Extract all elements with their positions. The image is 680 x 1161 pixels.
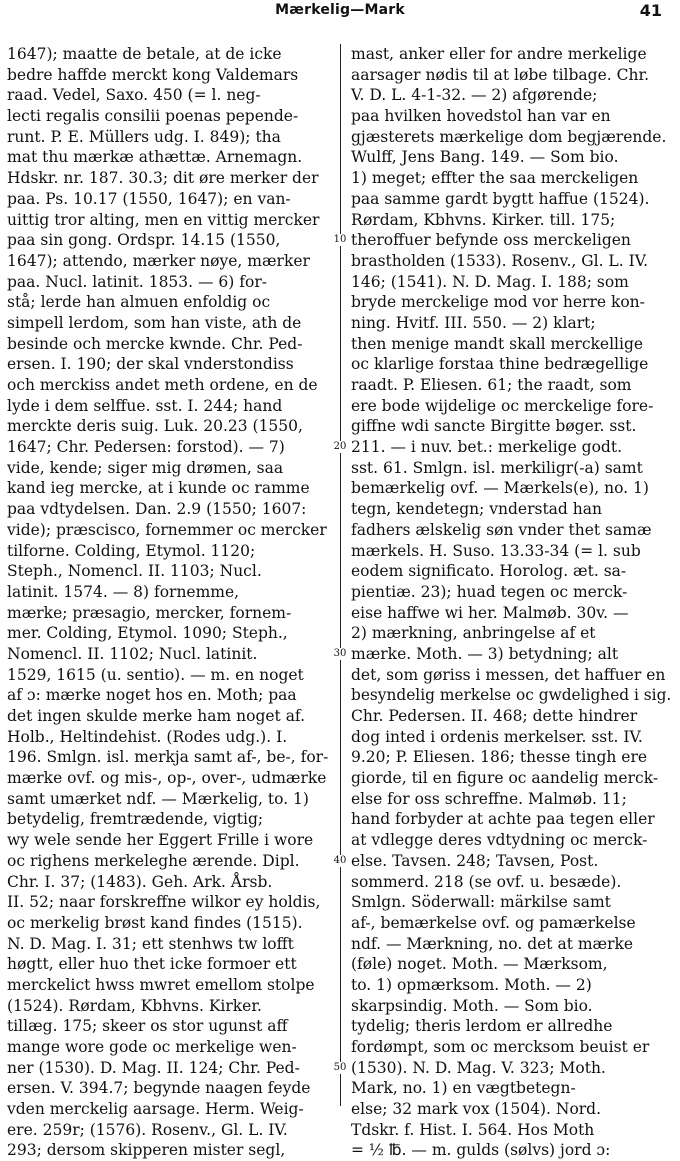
text-line: ere. 259r; (1576). Rosenv., Gl. L. IV. <box>7 1120 288 1139</box>
line-number-marker: 20 <box>331 441 349 453</box>
text-line: fadhers ælskelig søn vnder thet samæ <box>351 520 652 539</box>
text-line: (1524). Rørdam, Kbhvns. Kirker. <box>7 996 262 1015</box>
text-line: 146; (1541). N. D. Mag. I. 188; som <box>351 272 629 291</box>
text-line: 2) mærkning, anbringelse af et <box>351 624 596 643</box>
line-number-marker: 30 <box>331 648 349 660</box>
text-line: N. D. Mag. I. 31; ett stenhws tw lofft <box>7 934 294 953</box>
text-line: och merckiss andet meth ordene, en de <box>7 376 318 394</box>
text-line: tilforne. Colding, Etymol. 1120; <box>7 541 256 560</box>
text-line: Mark, no. 1) en vægtbetegn- <box>351 1079 576 1098</box>
text-line: Chr. I. 37; (1483). Geh. Ark. Årsb. <box>7 872 273 891</box>
text-line: Steph., Nomencl. II. 1103; Nucl. <box>7 562 262 581</box>
text-line: tillæg. 175; skeer os stor ugunst aff <box>7 1017 288 1036</box>
text-line: 196. Smlgn. isl. merkja samt af-, be-, for- <box>7 748 329 767</box>
text-line: 1647); attendo, mærker nøye, mærker <box>7 251 310 270</box>
text-line: II. 52; naar forskreffne wilkor ey holdis, <box>7 893 321 912</box>
text-line: Chr. Pedersen. II. 468; dette hindrer <box>351 707 638 725</box>
text-line: uittig tror alting, men en vittig mercker <box>7 210 320 229</box>
page-number: 41 <box>639 1 662 20</box>
text-line: fordømpt, som oc mercksom beuist er <box>351 1038 650 1056</box>
text-line: paa. Nucl. latinit. 1853. — 6) for- <box>7 272 267 291</box>
text-line: dog inted i ordenis merkelser. sst. IV. <box>351 727 643 746</box>
text-line: mærke ovf. og mis-, op-, over-, udmærke <box>7 769 327 788</box>
text-line: then menige mandt skall merckellige <box>351 334 644 353</box>
running-title: Mærkelig—Mark <box>275 2 405 18</box>
text-line: = ½ ℔. — m. gulds (sølvs) jord ɔ: <box>351 1141 611 1160</box>
text-line: sommerd. 218 (se ovf. u. besæde). <box>351 872 622 891</box>
text-line: 9.20; P. Eliesen. 186; thesse tingh ere <box>351 748 648 767</box>
text-line: det ingen skulde merke ham noget af. <box>7 707 306 725</box>
text-line: tydelig; theris lerdom er allredhe <box>351 1017 613 1036</box>
text-line: 1) meget; effter the saa merckeligen <box>351 169 639 188</box>
text-line: Tdskr. f. Hist. I. 564. Hos Moth <box>351 1120 595 1139</box>
text-line: mat thu mærkæ athættæ. Arnemagn. <box>7 148 303 167</box>
text-line: Wulff, Jens Bang. 149. — Som bio. <box>351 148 619 167</box>
text-line: latinit. 1574. — 8) fornemme, <box>7 582 240 601</box>
text-line: (1530). N. D. Mag. V. 323; Moth. <box>351 1058 606 1077</box>
text-line: wy wele sende her Eggert Frille i wore <box>7 831 314 850</box>
text-line: af-, bemærkelse ovf. og pamærkelse <box>351 913 636 932</box>
right-column <box>351 44 672 1160</box>
text-line: gjæsterets mærkelige dom begjærende. <box>351 127 667 146</box>
text-line: bemærkelig ovf. — Mærkels(e), no. 1) <box>351 479 649 498</box>
text-line: stå; lerde han almuen enfoldig oc <box>7 293 271 312</box>
text-line: runt. P. E. Müllers udg. I. 849); tha <box>7 127 281 146</box>
line-number-marker: 10 <box>331 234 349 246</box>
text-line: merckelict hwss mwret emellom stolpe <box>7 975 315 994</box>
text-line: tegn, kendetegn; vnderstad han <box>351 500 602 519</box>
text-line: Rørdam, Kbhvns. Kirker. till. 175; <box>351 210 616 229</box>
text-line: ere bode wijdelige oc merckelige fore- <box>351 396 654 415</box>
text-line: 1529, 1615 (u. sentio). — m. en noget <box>7 665 304 684</box>
text-line: Holb., Heltindehist. (Rodes udg.). I. <box>7 727 288 746</box>
text-line: mærke; præsagio, mercker, fornem- <box>7 603 292 622</box>
text-line: paa samme gardt bygtt haffue (1524). <box>351 189 650 208</box>
text-line: oc merkelig brøst kand findes (1515). <box>7 913 303 932</box>
text-line: mer. Colding, Etymol. 1090; Steph., <box>7 624 288 643</box>
text-line: 1647); maatte de betale, at de icke <box>7 45 282 63</box>
text-line: bedre haffde merckt kong Valdemars <box>7 65 299 84</box>
text-line: giffne wdi sancte Birgitte bøger. sst. <box>351 417 637 436</box>
text-line: hand forbyder at achte paa tegen eller <box>351 810 655 829</box>
left-column <box>7 44 334 1160</box>
text-line: lecti regalis consilii poenas pepende- <box>7 107 299 126</box>
text-line: lyde i dem selffue. sst. I. 244; hand <box>7 396 283 415</box>
text-line: ersen. V. 394.7; begynde naagen feyde <box>7 1079 311 1098</box>
text-line: raad. Vedel, Saxo. 450 (= l. neg- <box>7 86 261 105</box>
text-line: (føle) noget. Moth. — Mærksom, <box>351 955 608 974</box>
text-line: skarpsindig. Moth. — Som bio. <box>351 996 593 1015</box>
text-line: at vdlegge deres vdtydning oc merck- <box>351 831 648 850</box>
text-line: vden merckelig aarsage. Herm. Weig- <box>7 1100 304 1119</box>
text-line: Hdskr. nr. 187. 30.3; dit øre merker der <box>7 169 319 188</box>
text-line: ersen. I. 190; der skal vnderstondiss <box>7 355 294 374</box>
text-line: eodem significato. Horolog. æt. sa- <box>351 562 627 581</box>
text-line: else for oss schreffne. Malmøb. 11; <box>351 789 627 808</box>
text-line: af ɔ: mærke noget hos en. Moth; paa <box>7 686 297 705</box>
line-number-marker: 50 <box>331 1062 349 1074</box>
text-line: eise haffwe wi her. Malmøb. 30v. — <box>351 603 629 622</box>
text-line: giorde, til en figure oc aandelig merck- <box>351 769 659 788</box>
text-line: aarsager nødis til at løbe tilbage. Chr. <box>351 65 650 84</box>
text-line: kand ieg mercke, at i kunde oc ramme <box>7 479 310 498</box>
text-line: theroffuer befynde oss merckeligen <box>351 231 631 250</box>
text-line: pientiæ. 23); huad tegen oc merck- <box>351 582 628 601</box>
text-line: V. D. L. 4-1-32. — 2) afgørende; <box>351 86 598 105</box>
text-line: else; 32 mark vox (1504). Nord. <box>351 1100 602 1119</box>
text-line: sst. 61. Smlgn. isl. merkiligr(-a) samt <box>351 458 643 477</box>
text-line: 293; dersom skipperen mister segl, <box>7 1141 286 1160</box>
text-line: paa sin gong. Ordspr. 14.15 (1550, <box>7 231 281 250</box>
text-line: 211. — i nuv. bet.: merkelige godt. <box>351 438 623 457</box>
text-line: mast, anker eller for andre merkelige <box>351 45 647 63</box>
text-line: simpell lerdom, som han viste, ath de <box>7 313 302 332</box>
text-line: paa vdtydelsen. Dan. 2.9 (1550; 1607: <box>7 500 307 519</box>
text-line: det, som gøriss i messen, det haffuer en <box>351 665 666 684</box>
page-header <box>0 0 680 28</box>
text-line: paa hvilken hovedstol han var en <box>351 107 611 126</box>
text-line: høgtt, eller huo thet icke formoer ett <box>7 955 297 974</box>
text-line: raadt. P. Eliesen. 61; the raadt, som <box>351 376 632 394</box>
text-line: Smlgn. Söderwall: märkilse samt <box>351 893 611 912</box>
text-line: ning. Hvitf. III. 550. — 2) klart; <box>351 313 596 332</box>
text-line: bryde merckelige mod vor herre kon- <box>351 293 645 312</box>
text-line: mærkels. H. Suso. 13.33-34 (= l. sub <box>351 541 641 560</box>
text-line: else. Tavsen. 248; Tavsen, Post. <box>351 851 599 870</box>
text-line: ndf. — Mærkning, no. det at mærke <box>351 934 634 953</box>
text-line: besinde och mercke kwnde. Chr. Ped- <box>7 334 303 353</box>
text-line: oc righens merkeleghe ærende. Dipl. <box>7 851 300 870</box>
text-line: vide, kende; siger mig drømen, saa <box>7 458 284 477</box>
text-line: mærke. Moth. — 3) betydning; alt <box>351 644 619 663</box>
text-line: paa. Ps. 10.17 (1550, 1647); en van- <box>7 189 291 208</box>
text-line: besyndelig merkelse oc gwdelighed i sig. <box>351 686 672 705</box>
text-line: brastholden (1533). Rosenv., Gl. L. IV. <box>351 251 649 270</box>
line-number-marker: 40 <box>331 855 349 867</box>
text-line: 1647; Chr. Pedersen: forstod). — 7) <box>7 438 285 457</box>
text-line: Nomencl. II. 1102; Nucl. latinit. <box>7 644 258 663</box>
text-line: samt umærket ndf. — Mærkelig, to. 1) <box>7 789 309 808</box>
text-line: merckte deris suig. Luk. 20.23 (1550, <box>7 417 303 436</box>
column-divider <box>340 44 341 1106</box>
text-line: to. 1) opmærksom. Moth. — 2) <box>351 975 592 994</box>
text-line: ner (1530). D. Mag. II. 124; Chr. Ped- <box>7 1058 300 1077</box>
text-line: betydelig, fremtrædende, vigtig; <box>7 810 264 829</box>
text-line: vide); præscisco, fornemmer oc mercker <box>7 520 327 539</box>
text-line: mange wore gode oc merkelige wen- <box>7 1038 297 1056</box>
text-line: oc klarlige forstaa thine bedrægellige <box>351 355 649 374</box>
